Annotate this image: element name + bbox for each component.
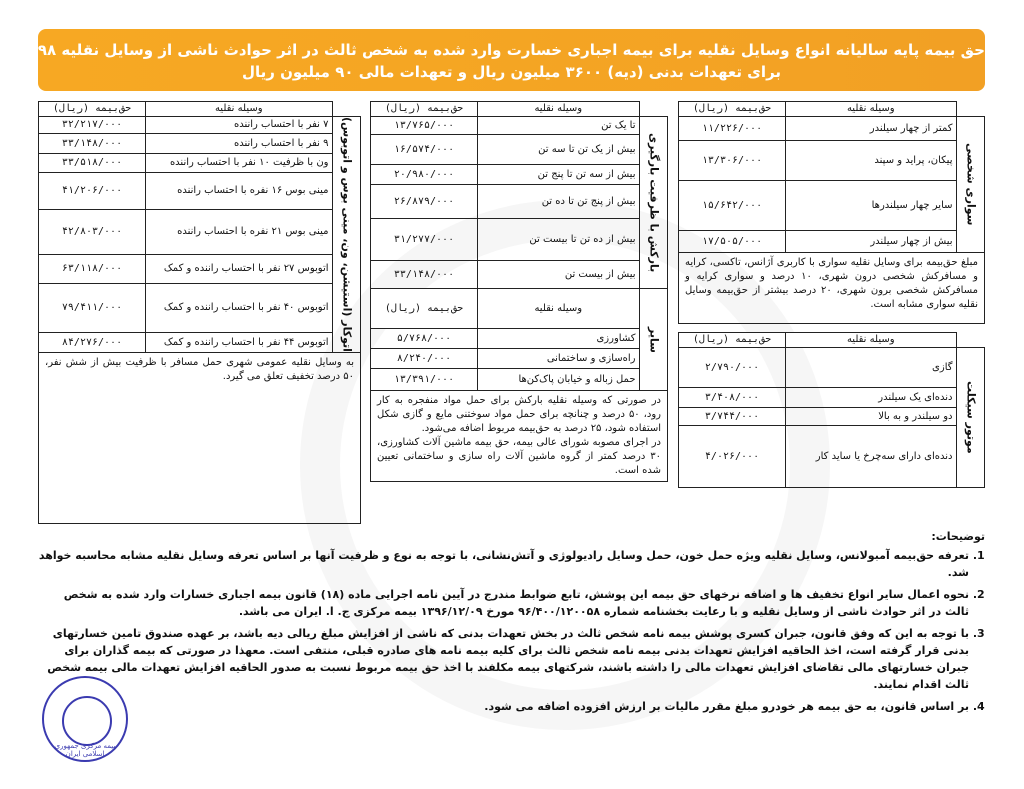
table-row-price: ۱۳/۷۶۵/۰۰۰: [371, 117, 478, 135]
table-row-label: اتوبوس ۴۴ نفر با احتساب راننده و کمک: [146, 333, 333, 353]
table-row-label: ۷ نفر با احتساب راننده: [146, 117, 333, 134]
table-row-price: ۴۱/۲۰۶/۰۰۰: [39, 173, 146, 210]
table-row-label: ۹ نفر با احتساب راننده: [146, 134, 333, 153]
official-stamp: [42, 676, 128, 762]
header-vehicle: وسیله نقلیه: [786, 102, 957, 117]
table-row-label: اتوبوس ۲۷ نفر با احتساب راننده و کمک: [146, 255, 333, 283]
table-row-price: ۶۳/۱۱۸/۰۰۰: [39, 255, 146, 283]
cars-table: [678, 101, 985, 253]
table-row-label: کشاورزی: [478, 329, 640, 349]
trucks-table: [370, 101, 668, 391]
panel-buses: [38, 101, 361, 524]
buses-table: [38, 101, 361, 353]
table-row-label: گازی: [786, 348, 957, 388]
table-row-price: ۳۲/۲۱۷/۰۰۰: [39, 117, 146, 134]
table-row-label: مینی بوس ۲۱ نفره با احتساب راننده: [146, 210, 333, 255]
group-label-other: سایر: [639, 289, 668, 391]
trucks-note-text-1: در صورتی که وسیله نقلیه بارکش برای حمل مواد منفجره به کار رود، ۵۰ درصد و چنانچه برای حمل مواد سوختنی مایع و گازی شکل استفاده شود، ۲۵ درصد به حق‌بیمه مربوط اضافه می‌شود.: [377, 395, 661, 434]
table-row-price: ۳/۴۰۸/۰۰۰: [679, 388, 786, 408]
table-row-label: حمل زباله و خیابان پاک‌کن‌ها: [478, 369, 640, 391]
table-row-price: ۱۷/۵۰۵/۰۰۰: [679, 231, 786, 253]
group-label-buses: اتوکار (استیشن، ون، مینی بوس و اتوبوس): [332, 117, 361, 353]
table-row-price: ۱۳/۳۹۱/۰۰۰: [371, 369, 478, 391]
table-row-price: ۲۰/۹۸۰/۰۰۰: [371, 165, 478, 185]
panel-cars-motorcycles: [678, 101, 985, 488]
explanations-section: [38, 530, 985, 720]
stamp-text: بیمه مرکزی جمهوری اسلامی ایران: [54, 742, 116, 758]
table-row-price: ۱۶/۵۷۴/۰۰۰: [371, 135, 478, 165]
list-item: 3. با توجه به این که وفق قانون، جبران کسری پوشش بیمه نامه شخص ثالث در بخش تعهدات بدنی که ناشی از افزایش مبلغ ریالی دیه باشد، بر عهده صندوق تامین خسارتهای بدنی قرار گرفته است، اخذ الحاقیه افزایش تعهدات بدنی بیمه نامه شخص ثالث برای کلیه بیمه نامه های صادره قبلی، منتفی است. معهذا در صورتی که بیمه گذاران برای جبران خسارتهای مالی تقاضای افزایش تعهدات مالی را داشته باشند، شرکتهای بیمه مکلفند با اخذ حق بیمه مربوط نسبت به صدور الحاقیه افزایش تعهدات مالی بیمه شخص ثالث اقدام نمایند.: [38, 625, 969, 693]
table-row-label: ون با ظرفیت ۱۰ نفر با احتساب راننده: [146, 153, 333, 172]
table-row-label: اتوبوس ۴۰ نفر با احتساب راننده و کمک: [146, 283, 333, 333]
header-vehicle: وسیله نقلیه: [786, 333, 957, 348]
table-row-price: ۸۴/۲۷۶/۰۰۰: [39, 333, 146, 353]
group-label-trucks: بارکش با ظرفیت بارگیری: [639, 117, 668, 289]
table-row-price: ۳/۷۴۴/۰۰۰: [679, 408, 786, 426]
stamp-emblem-icon: [62, 696, 112, 746]
table-row-label: بیش از سه تن تا پنج تن: [478, 165, 640, 185]
title-line-1: حق بیمه پایه سالیانه انواع وسایل نقلیه برای بیمه اجباری خسارت وارد شده به شخص ثالث در اثر حوادث ناشی از وسایل نقلیه ۱۳۹۸: [19, 41, 985, 59]
table-row-price: ۵/۷۶۸/۰۰۰: [371, 329, 478, 349]
table-row-price: ۳۳/۵۱۸/۰۰۰: [39, 153, 146, 172]
table-row-label: مینی بوس ۱۶ نفره با احتساب راننده: [146, 173, 333, 210]
title-banner: [19, 29, 985, 91]
table-row-label: بیش از ده تن تا بیست تن: [478, 219, 640, 261]
table-row-label: بیش از بیست تن: [478, 261, 640, 289]
header-vehicle: وسیله نقلیه: [478, 289, 640, 329]
table-row-price: ۱۵/۶۴۲/۰۰۰: [679, 181, 786, 231]
table-row-label: سایر چهار سیلندرها: [786, 181, 957, 231]
group-label-motorcycle: موتور سیکلت: [956, 348, 985, 488]
header-premium: حق‌بیمه (ریال): [679, 102, 786, 117]
header-premium: حق‌بیمه (ریال): [371, 102, 478, 117]
table-row-price: ۴/۰۲۶/۰۰۰: [679, 426, 786, 488]
table-row-label: بیش از یک تن تا سه تن: [478, 135, 640, 165]
list-item: 2. نحوه اعمال سایر انواع تخفیف ها و اضافه نرخهای حق بیمه این پوشش، تابع ضوابط مندرج در آیین نامه اجرایی ماده (۱۸) قانون بیمه اجباری خسارات وارد شده به شخص ثالث در اثر حوادث ناشی از وسایل نقلیه و با رعایت بخشنامه شماره ۹۶/۴۰۰/۱۲۰۰۵۸ مورخ ۱۳۹۶/۱۲/۰۹ بیمه مرکزی ج. ا. ایران می باشد.: [38, 586, 969, 620]
header-premium: حق‌بیمه (ریال): [371, 289, 478, 329]
table-row-label: بیش از پنج تن تا ده تن: [478, 185, 640, 219]
trucks-note: [370, 391, 668, 482]
explanations-heading: توضیحات:: [931, 530, 985, 543]
table-row-label: کمتر از چهار سیلندر: [786, 117, 957, 141]
table-row-price: ۲/۷۹۰/۰۰۰: [679, 348, 786, 388]
header-vehicle: وسیله نقلیه: [146, 102, 333, 117]
explanations-list: [38, 547, 985, 715]
motorcycle-table: [678, 332, 985, 488]
group-label-cars: سواری شخصی: [956, 117, 985, 253]
header-premium: حق‌بیمه (ریال): [39, 102, 146, 117]
table-row-price: ۲۶/۸۷۹/۰۰۰: [371, 185, 478, 219]
table-row-label: راه‌سازی و ساختمانی: [478, 349, 640, 369]
table-row-label: دنده‌ای یک سیلندر: [786, 388, 957, 408]
header-premium: حق‌بیمه (ریال): [679, 333, 786, 348]
table-row-price: ۳۳/۱۴۸/۰۰۰: [39, 134, 146, 153]
list-item: 4. بر اساس قانون، به حق بیمه هر خودرو مبلغ مقرر مالیات بر ارزش افزوده اضافه می شود.: [38, 698, 969, 715]
trucks-note-text-2: در اجرای مصوبه شورای عالی بیمه، حق بیمه ماشین آلات کشاورزی، ۳۰ درصد کمتر از گروه ماشین آلات راه سازی و ساختمانی تعیین شده است.: [377, 437, 661, 476]
table-row-label: تا یک تن: [478, 117, 640, 135]
table-row-price: ۱۳/۳۰۶/۰۰۰: [679, 141, 786, 181]
table-row-label: دنده‌ای دارای سه‌چرخ یا ساید کار: [786, 426, 957, 488]
panel-trucks-other: [370, 101, 668, 482]
table-row-price: ۸/۲۴۰/۰۰۰: [371, 349, 478, 369]
table-row-label: دو سیلندر و به بالا: [786, 408, 957, 426]
cars-note: مبلغ حق‌بیمه برای وسایل نقلیه سواری با کاربری آژانس، تاکسی، کرایه و مسافرکش شخصی درون شهری، ۱۰ درصد و سواری کرایه و مسافرکش شخصی برون شهری، ۲۰ درصد بیشتر از حق‌بیمه وسایل نقلیه سواری مشابه است.: [678, 253, 985, 324]
table-row-price: ۳۱/۲۷۷/۰۰۰: [371, 219, 478, 261]
buses-note: به وسایل نقلیه عمومی شهری حمل مسافر با ظرفیت بیش از شش نفر، ۵۰ درصد تخفیف تعلق می گیرد.: [38, 353, 361, 524]
table-row-price: ۴۲/۸۰۳/۰۰۰: [39, 210, 146, 255]
list-item: 1. تعرفه حق‌بیمه آمبولانس، وسایل نقلیه ویژه حمل خون، حمل وسایل رادیولوژی و آتش‌نشانی، با توجه به نوع و ظرفیت آنها بر اساس تعرفه وسایل نقلیه مشابه محاسبه خواهد شد.: [38, 547, 969, 581]
table-row-price: ۷۹/۴۱۱/۰۰۰: [39, 283, 146, 333]
title-line-2: برای تعهدات بدنی (دیه) ۳۶۰۰ میلیون ریال و تعهدات مالی ۹۰ میلیون ریال: [241, 63, 782, 81]
table-row-label: بیش از چهار سیلندر: [786, 231, 957, 253]
table-row-label: پیکان، پراید و سپند: [786, 141, 957, 181]
table-row-price: ۳۳/۱۴۸/۰۰۰: [371, 261, 478, 289]
header-vehicle: وسیله نقلیه: [478, 102, 640, 117]
table-row-price: ۱۱/۲۲۶/۰۰۰: [679, 117, 786, 141]
